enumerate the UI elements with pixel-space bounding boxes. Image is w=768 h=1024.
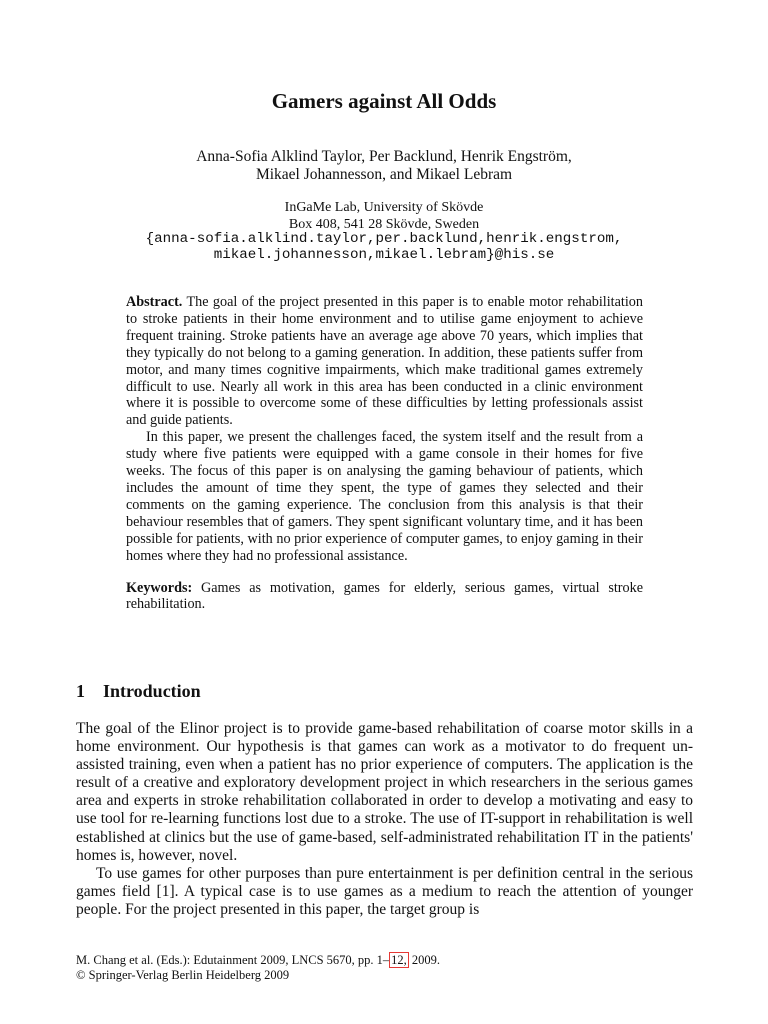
abstract-paragraph (126, 294, 643, 429)
abstract (126, 294, 643, 613)
page-range-link[interactable]: 12, (391, 953, 407, 967)
abstract-paragraph: In this paper, we present the challenges faced, the system itself and the result from a study where five patients were equipped with a game console in their homes for five weeks. The focus of this paper is on analysing the gaming behaviour of patients, which includes the amount of time they spent, the type of games they selected and their comments on the gaming experience. The conclusion from this analysis is that their behaviour resembles that of gamers. They spent significant voluntary time, and it has been possible for patients, with no prior experience of computer games, to enjoy gaming in their homes where they had no professional assistance. (126, 429, 643, 564)
section-number: 1 (76, 681, 85, 701)
paper-title: Gamers against All Odds (271, 89, 497, 113)
copyright-line: © Springer-Verlag Berlin Heidelberg 2009 (76, 968, 290, 982)
abstract-text: The goal of the project presented in this paper is to enable motor rehabilitation to stroke patients in their home environment and to utilise game enjoyment to achieve frequent training. Stroke patients have an average age above 70 years, which implies that they typically do not belong to a gaming generation. In addition, these patients suffer from motor, and many times cognitive impairments, which make traditional games extremely difficult to use. Nearly all work in this area has been conducted in a clinic environment where it is possible to overcome some of these difficulties by letting professionals assist and guide patients. (126, 294, 643, 429)
section-title: Introduction (103, 681, 201, 701)
body-text (76, 720, 693, 919)
author-list (0, 148, 768, 184)
author-line: Anna-Sofia Alklind Taylor, Per Backlund, Henrik Engström, (196, 148, 572, 165)
affiliation (0, 200, 768, 233)
author-emails (0, 232, 768, 263)
section-heading (76, 680, 201, 702)
citation-line (76, 953, 693, 968)
citation-suffix: 2009. (408, 953, 441, 967)
author-line: Mikael Johannesson, and Mikael Lebram (255, 166, 513, 183)
page-footer (76, 953, 693, 983)
body-paragraph: To use games for other purposes than pure entertainment is per definition central in the serious games field [1]. A typical case is to use games as a medium to reach the attention of younger people. For the project presented in this paper, the target group is (76, 864, 693, 918)
email-line: {anna-sofia.alklind.taylor,per.backlund,henrik.engstrom, (145, 231, 623, 247)
email-line: mikael.johannesson,mikael.lebram}@his.se (213, 246, 555, 263)
affiliation-line: InGaMe Lab, University of Skövde (284, 200, 484, 215)
citation-prefix: M. Chang et al. (Eds.): Edutainment 2009, LNCS 5670, pp. 1– (76, 953, 390, 967)
keywords (126, 580, 643, 614)
body-paragraph: The goal of the Elinor project is to provide game-based rehabilitation of coarse motor skills in a home environment. Our hypothesis is that games can work as a motivator to do frequent un-assisted training, even when a patient has no prior experience of computers. The application is the result of a creative and exploratory development project in which researchers in the serious games area and experts in stroke rehabilitation collaborated in order to develop a motivating and easy to use tool for re-learning functions lost due to a stroke. The use of IT-support in rehabilitation is well established at clinics but the use of game-based, self-administrated rehabilitation IT in the patients' homes is, however, novel. (76, 720, 693, 864)
keywords-label: Keywords: (126, 579, 193, 596)
abstract-label: Abstract. (126, 294, 183, 310)
keywords-text: Games as motivation, games for elderly, serious games, virtual stroke rehabilitation. (126, 579, 644, 613)
affiliation-line: Box 408, 541 28 Skövde, Sweden (288, 216, 480, 232)
